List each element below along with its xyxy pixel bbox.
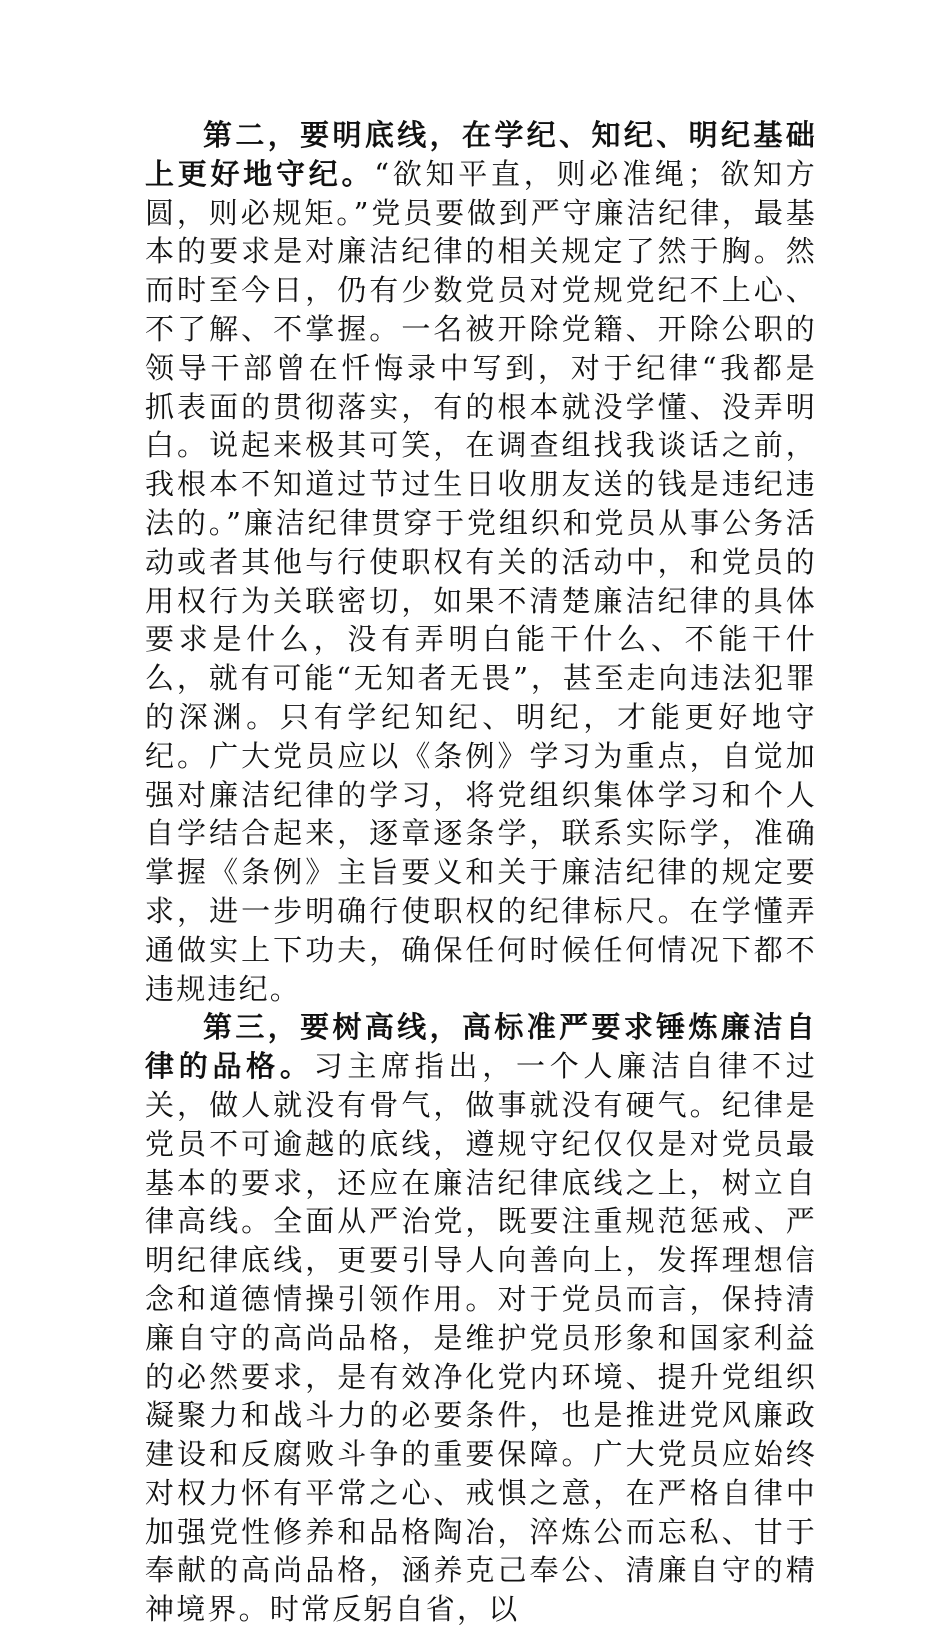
paragraph-third-point	[145, 1008, 817, 1629]
document-page	[145, 116, 817, 1629]
paragraph-body-text: “欲知平直，则必准绳；欲知方圆，则必规矩。”党员要做到严守廉洁纪律，最基本的要求是对廉洁纪律的相关规定了然于胸。然而时至今日，仍有少数党员对党规党纪不上心、不了解、不掌握。一名被开除党籍、开除公职的领导干部曾在忏悔录中写到，对于纪律“我都是抓表面的贯彻落实，有的根本就没学懂、没弄明白。说起来极其可笑，在调查组找我谈话之前，我根本不知道过节过生日收朋友送的钱是违纪违法的。”廉洁纪律贯穿于党组织和党员从事公务活动或者其他与行使职权有关的活动中，和党员的用权行为关联密切，如果不清楚廉洁纪律的具体要求是什么，没有弄明白能干什么、不能干什么，就有可能“无知者无畏”，甚至走向违法犯罪的深渊。只有学纪知纪、明纪，才能更好地守纪。广大党员应以《条例》学习为重点，自觉加强对廉洁纪律的学习，将党组织集体学习和个人自学结合起来，逐章逐条学，联系实际学，准确掌握《条例》主旨要义和关于廉洁纪律的规定要求，进一步明确行使职权的纪律标尺。在学懂弄通做实上下功夫，确保任何时候任何情况下都不违规违纪。	[145, 156, 817, 1006]
paragraph-lead-heading: 第三，要树高线，高标准严要求锤炼廉洁自律的品格。	[145, 1010, 817, 1084]
paragraph-second-point	[145, 116, 817, 1008]
paragraph-body-text: 习主席指出，一个人廉洁自律不过关，做人就没有骨气，做事就没有硬气。纪律是党员不可逾越的底线，遵规守纪仅仅是对党员最基本的要求，还应在廉洁纪律底线之上，树立自律高线。全面从严治党，既要注重规范惩戒、严明纪律底线，更要引导人向善向上，发挥理想信念和道德情操引领作用。对于党员而言，保持清廉自守的高尚品格，是维护党员形象和国家利益的必然要求，是有效净化党内环境、提升党组织凝聚力和战斗力的必要条件，也是推进党风廉政建设和反腐败斗争的重要保障。广大党员应始终对权力怀有平常之心、戒惧之意，在严格自律中加强党性修养和品格陶冶，淬炼公而忘私、甘于奉献的高尚品格，涵养克己奉公、清廉自守的精神境界。时常反躬自省，以	[145, 1049, 817, 1627]
paragraph-lead-heading: 第二，要明底线，在学纪、知纪、明纪基础上更好地守纪。	[145, 118, 817, 191]
